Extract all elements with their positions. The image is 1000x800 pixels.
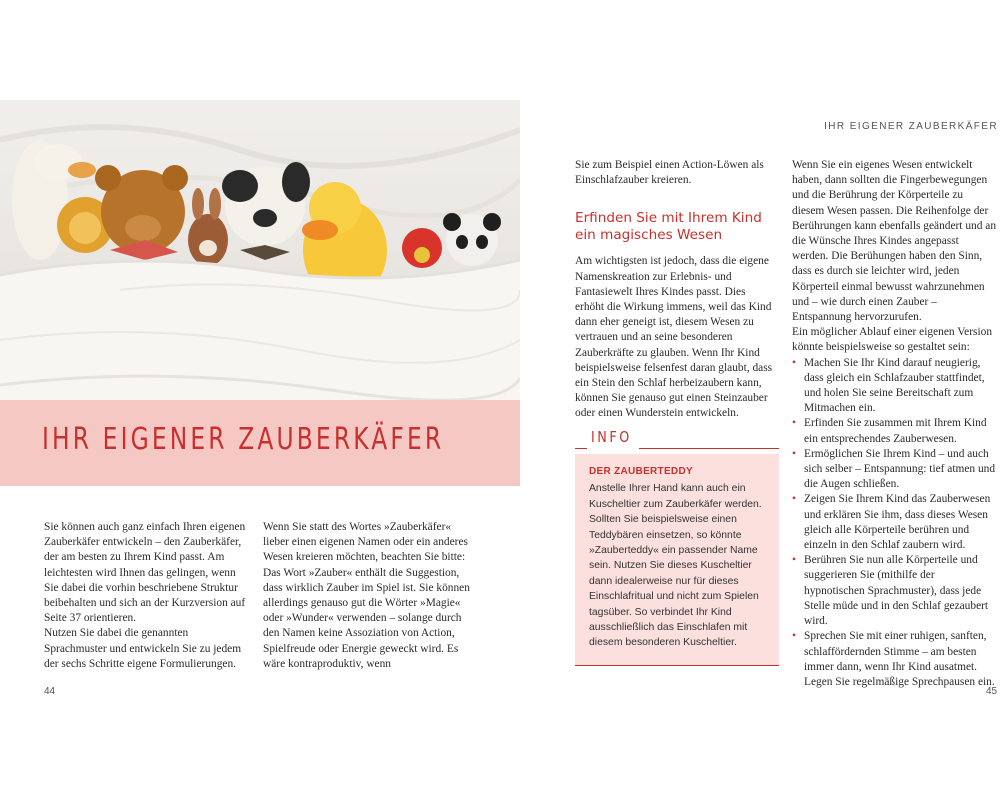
page-number-left: 44 (44, 686, 56, 697)
info-text: Anstelle Ihrer Hand kann auch ein Kuscheltier zum Zauberkäfer werden. Sollten Sie beispielsweise einen Teddybären einsetzen, so könnte »Zauberteddy« ein passender Name sein. Nutzen Sie dieses Kuscheltier dann idealerweise nur für dieses Einschlafritual und nicht zum Spielen tagsüber. So verbindet Ihr Kind ausschließlich das Einschlafen mit diesem besonderen Kuscheltier. (589, 483, 762, 649)
paragraph: Ein möglicher Ablauf einer eigenen Version könnte beispielsweise so gestaltet sein: (792, 326, 993, 354)
page-number-right: 45 (986, 686, 998, 697)
paragraph: Am wichtigsten ist jedoch, dass die eigene Namenskreation zur Erlebnis- und Fantasiewelt Ihres Kindes passt. Dies erhöht die Wirkung immens, weil das Kind dann eher geneigt ist, diesem Wesen zu vertrauen und an seine besonderen Zauberkräfte zu glauben. Wenn Ihr Kind beispielsweise felsenfest daran glaubt, dass ein Stein den Schlaf herbeizaubern kann, können Sie genauso gut einen Steinzauber oder einen Wunderstein entwickeln. (575, 255, 773, 420)
chapter-title: IHR EIGENER ZAUBERKÄFER (42, 422, 445, 457)
info-rule (575, 448, 587, 449)
photo-illustration (0, 100, 520, 400)
section-subheading: Erfinden Sie mit Ihrem Kind ein magisches Wesen (575, 210, 762, 244)
right-column-1 (575, 158, 777, 422)
list-item: • Berühren Sie nun alle Körperteile und suggerieren Sie (mithilfe der hypnotischen Sprachmuster), dass jede Stelle müde und in den Schlaf gezaubert wird. (792, 553, 997, 629)
paragraph: Wenn Sie statt des Wortes »Zauberkäfer« lieber einen eigenen Namen oder ein anderes Wesen kreieren möchten, beachten Sie bitte: Das Wort »Zauber« enthält die Suggestion, dass wirklich Zauber im Spiel ist. Sie können allerdings genauso gut die Wörter »Magie« oder »Wunder« verwenden – solange durch den Namen keine Assoziation von Action, Spielfreude oder Energie geweckt wird. Es wäre kontraproduktiv, wenn (263, 521, 470, 670)
chapter-title-band (0, 400, 520, 486)
list-item: • Sprechen Sie mit einer ruhigen, sanften, schlaffördernden Stimme – am besten immer dann, wenn Ihr Kind ausatmet. Legen Sie regelmäßige Sprechpausen ein. (792, 629, 997, 690)
list-item: • Zeigen Sie Ihrem Kind das Zauberwesen und erklären Sie ihm, dass dieses Wesen gleich alle Körperteile berühren und einzeln in den Schlaf zaubern wird. (792, 492, 997, 553)
info-content (575, 454, 779, 665)
paragraph: Sie können auch ganz einfach Ihren eigenen Zauberkäfer entwickeln – den Zauberkäfer, der am besten zu Ihrem Kind passt. Am leichtesten wird Ihnen das gelingen, wenn Sie dabei die vorhin beschriebene Struktur beibehalten und sich an der Kurzversion auf Seite 37 orientieren. (44, 521, 246, 625)
right-column-2 (792, 158, 997, 690)
info-bottom-rule (575, 665, 779, 666)
steps-list (792, 356, 997, 690)
running-head: IHR EIGENER ZAUBERKÄFER (824, 121, 998, 132)
info-box (575, 428, 779, 666)
stuffed-animals-photo (0, 100, 520, 400)
paragraph: Sie zum Beispiel einen Action-Löwen als Einschlafzauber kreieren. (575, 159, 764, 187)
list-item: • Erfinden Sie zusammen mit Ihrem Kind ein entsprechendes Zauberwesen. (792, 416, 997, 446)
info-rule (639, 448, 779, 449)
paragraph: Wenn Sie ein eigenes Wesen entwickelt haben, dann sollten die Fingerbewegungen und die Berührung der Körperteile zu diesem Wesen passen. Die Reihenfolge der Berührungen kann ebenfalls geändert und an die Wünsche Ihres Kindes angepasst werden. Die Berühungen haben den Sinn, dass es durch sie leichter wird, jeden Körperteil einmal bewusst wahrzunehmen und – wie durch einen Zauber – Entspannung hervorzurufen. (792, 159, 997, 324)
list-item: • Ermöglichen Sie Ihrem Kind – und auch sich selber – Entspannung: tief atmen und die Augen schließen. (792, 447, 997, 493)
left-column-1 (44, 520, 252, 672)
left-column-2 (263, 520, 473, 672)
list-item: • Machen Sie Ihr Kind darauf neugierig, dass gleich ein Schlafzauber stattfindet, und holen Sie seine Bereitschaft zum Mitmachen ein. (792, 356, 997, 417)
right-page (500, 0, 1000, 800)
info-label: INFO (591, 428, 632, 446)
info-title: DER ZAUBERTEDDY (589, 466, 693, 477)
paragraph: Nutzen Sie dabei die genannten Sprachmuster und entwickeln Sie zu jedem der sechs Schritte eigene Formulierungen. (44, 627, 242, 670)
